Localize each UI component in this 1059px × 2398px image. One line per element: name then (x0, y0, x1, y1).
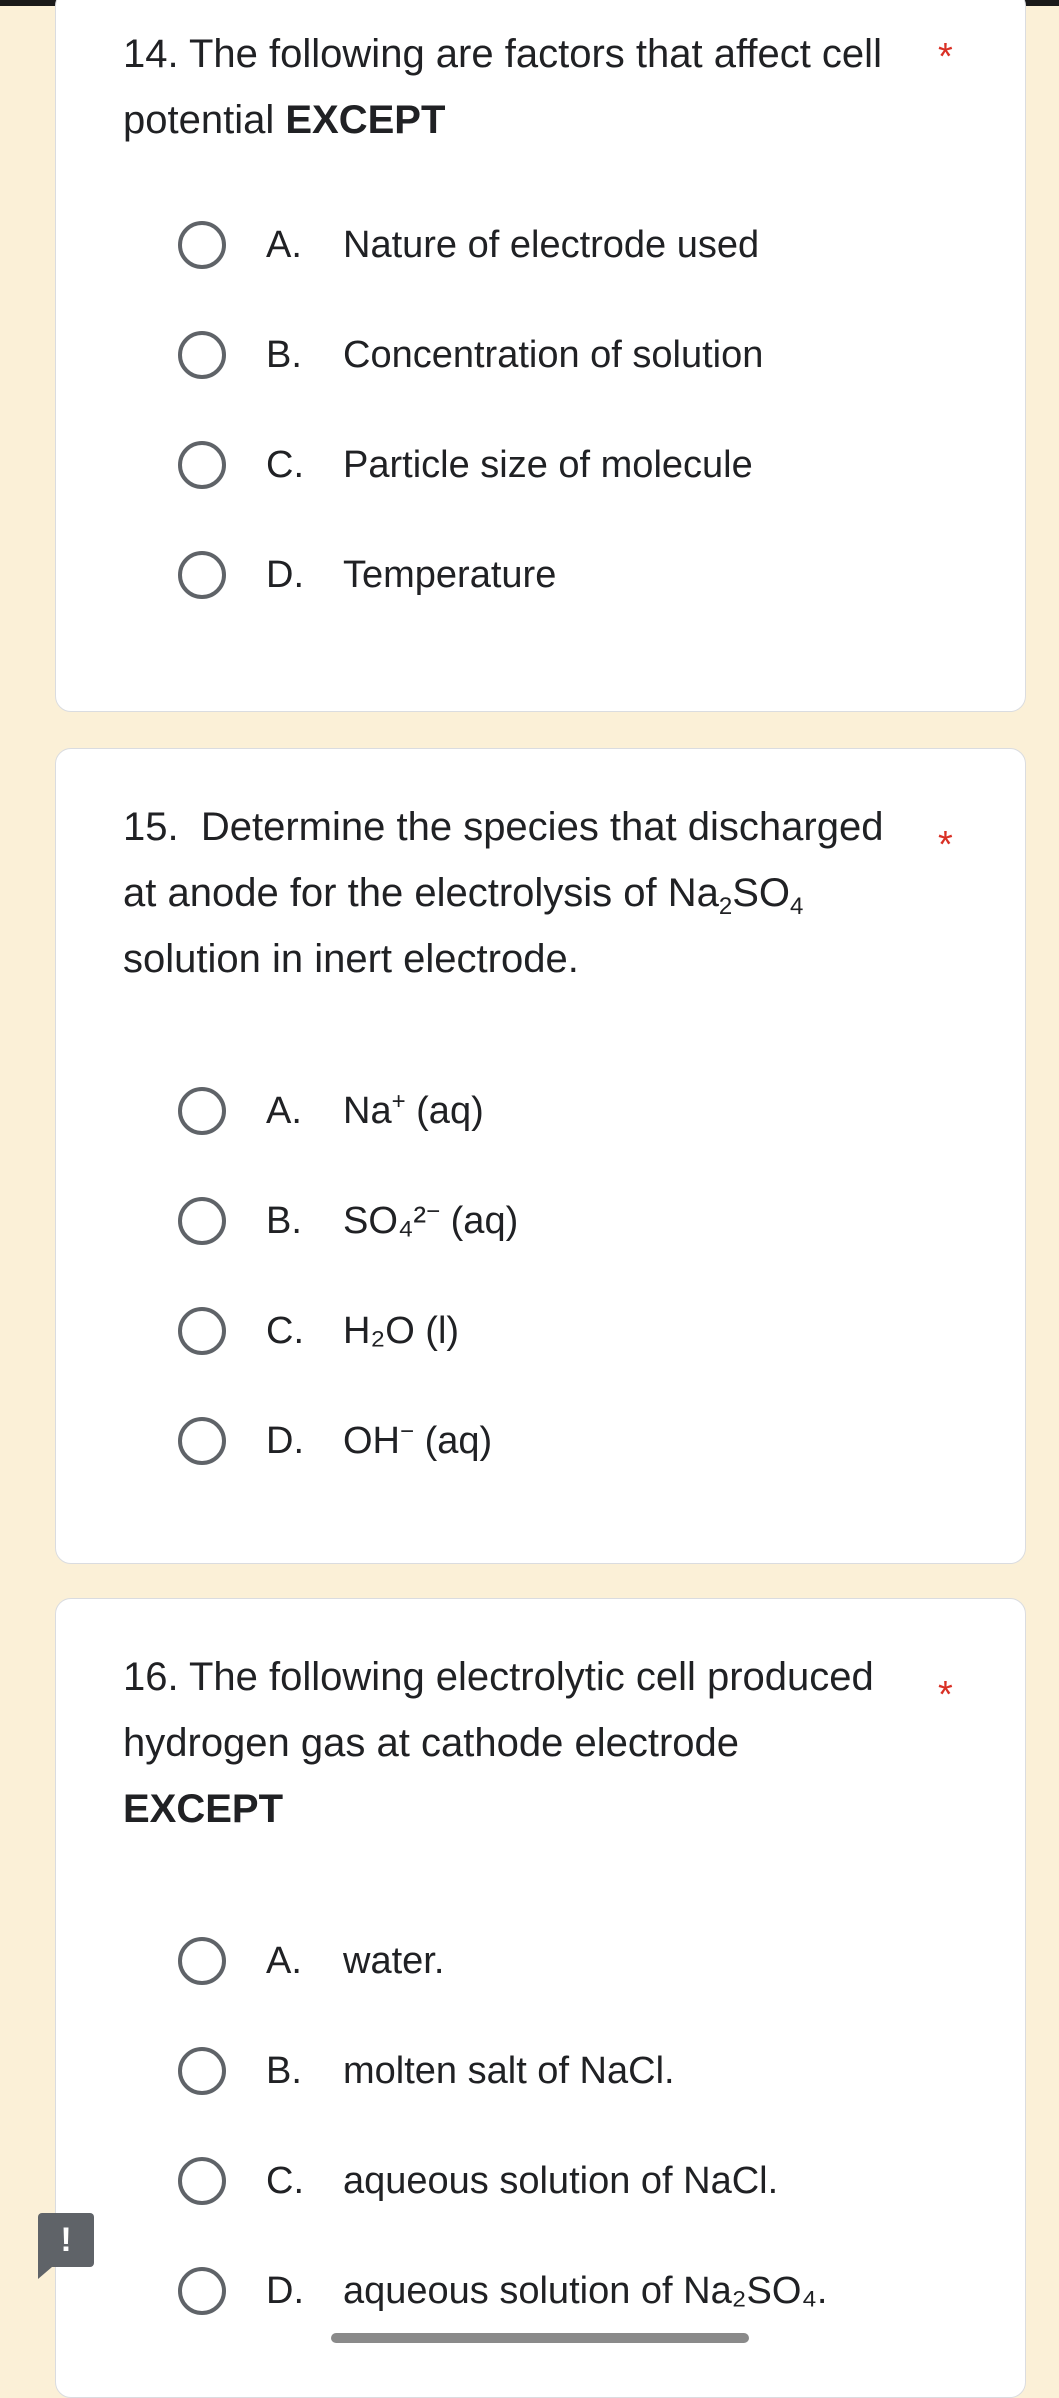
option-b[interactable]: B. molten salt of NaCl. (123, 2041, 983, 2107)
radio-button[interactable] (178, 331, 226, 379)
option-c[interactable]: C. H₂O (l) (123, 1301, 983, 1367)
radio-button[interactable] (178, 1087, 226, 1135)
option-d[interactable]: D. aqueous solution of Na₂SO₄. (123, 2261, 983, 2327)
radio-button[interactable] (178, 1197, 226, 1245)
option-c[interactable]: C. aqueous solution of NaCl. (123, 2151, 983, 2217)
required-asterisk: * (938, 1674, 953, 1716)
question-card-15 (55, 748, 1026, 1564)
required-asterisk: * (938, 36, 953, 78)
option-b[interactable]: B. Concentration of solution (123, 325, 983, 391)
option-c[interactable]: C. Particle size of molecule (123, 435, 983, 501)
radio-button[interactable] (178, 1307, 226, 1355)
report-alert-icon[interactable]: ! (38, 2213, 94, 2267)
radio-button[interactable] (178, 2157, 226, 2205)
radio-button[interactable] (178, 2267, 226, 2315)
option-a[interactable]: A. water. (123, 1931, 983, 1997)
option-a[interactable]: A. Nature of electrode used (123, 215, 983, 281)
radio-button[interactable] (178, 1417, 226, 1465)
option-d[interactable]: D. OH− (aq) (123, 1411, 983, 1477)
required-asterisk: * (938, 824, 953, 866)
radio-button[interactable] (178, 441, 226, 489)
option-a[interactable]: A. Na+ (aq) (123, 1081, 983, 1147)
option-b[interactable]: B. SO₄²− (aq) (123, 1191, 983, 1257)
question-card-14 (55, 0, 1026, 712)
question-title: 14. The following are factors that affect cell potential EXCEPT (123, 32, 882, 142)
question-title: 16. The following electrolytic cell produced hydrogen gas at cathode electrode EXCEPT (123, 1655, 874, 1831)
radio-button[interactable] (178, 551, 226, 599)
home-indicator-bar[interactable] (331, 2333, 749, 2343)
question-card-16 (55, 1598, 1026, 2398)
question-title: 15. Determine the species that discharged at anode for the electrolysis of $Na_2SO_4$ solution in inert electrode. (123, 805, 884, 981)
radio-button[interactable] (178, 221, 226, 269)
option-d[interactable]: D. Temperature (123, 545, 983, 611)
radio-button[interactable] (178, 1937, 226, 1985)
radio-button[interactable] (178, 2047, 226, 2095)
